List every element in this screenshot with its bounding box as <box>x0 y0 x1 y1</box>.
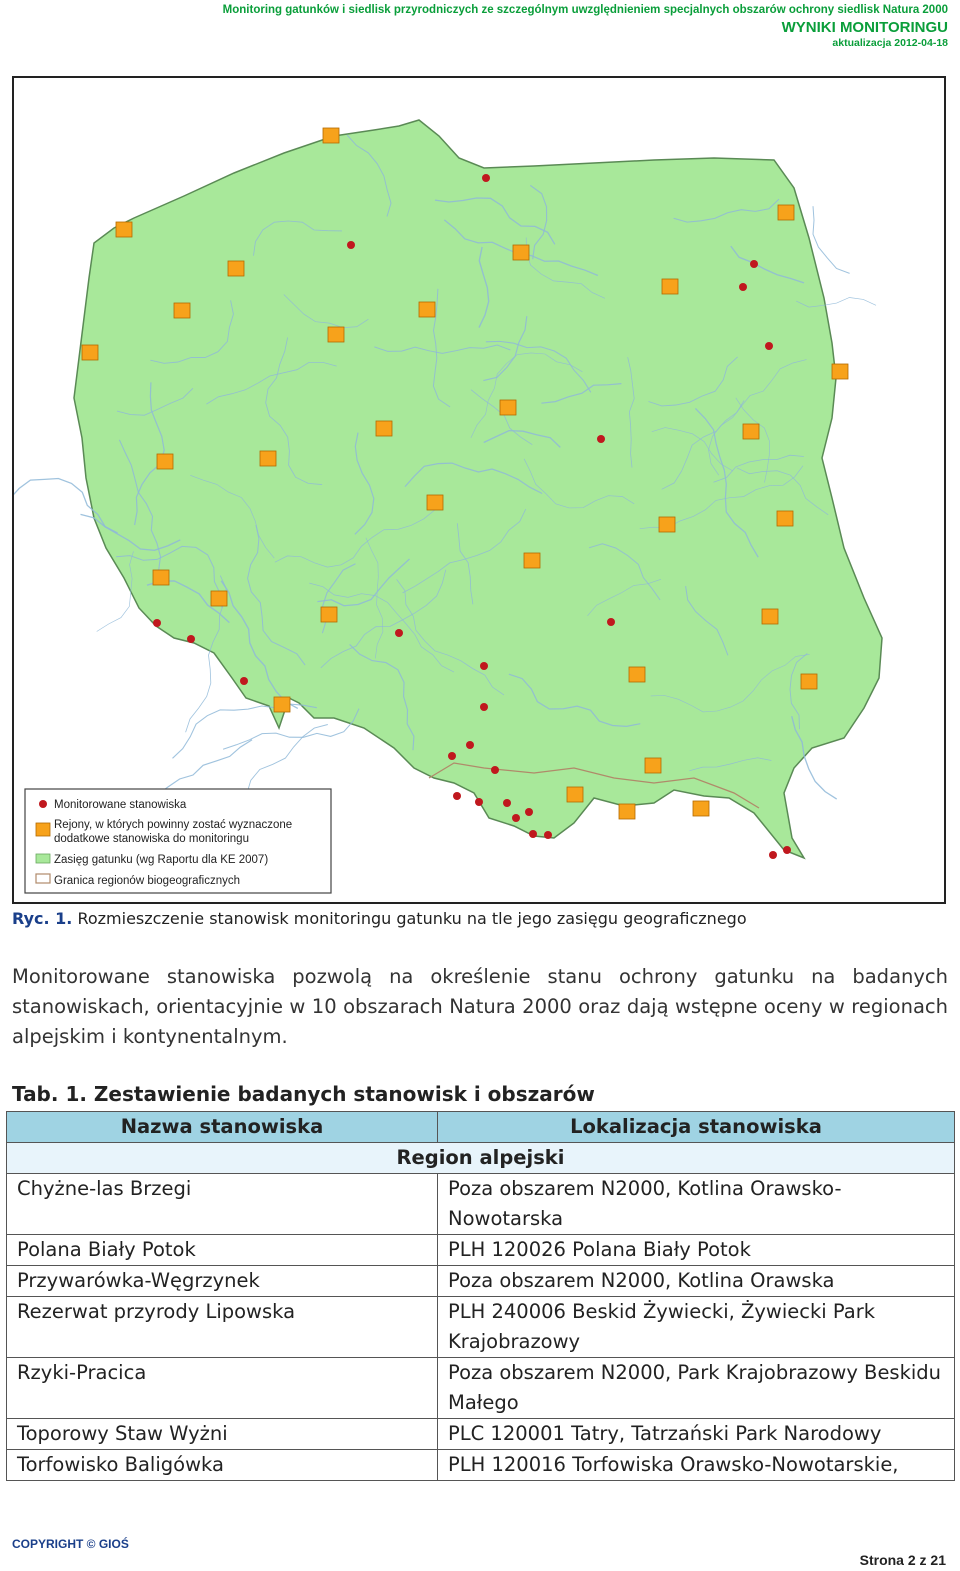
candidate-region-marker <box>274 697 290 712</box>
monitored-site-marker <box>187 635 195 643</box>
legend-outline-rect-icon <box>36 874 50 883</box>
legend-label-regions-2: dodatkowe stanowiska do monitoringu <box>54 833 249 845</box>
candidate-region-marker <box>174 303 190 318</box>
body-paragraph: Monitorowane stanowiska pozwolą na określenie stanu ochrony gatunku na badanych stanowiskach, orientacyjnie w 10 obszarach Natura 2000 oraz dają wstępne oceny w regionach alpejskim i kontynentalnym. <box>12 965 948 1048</box>
legend-label-regions-1: Rejony, w których powinny zostać wyznaczone <box>54 819 293 831</box>
candidate-region-marker <box>157 454 173 469</box>
monitored-site-marker <box>480 703 488 711</box>
monitored-site-marker <box>395 629 403 637</box>
candidate-region-marker <box>645 758 661 773</box>
sites-table <box>6 1111 955 1481</box>
legend-label-range: Zasięg gatunku (wg Raportu dla KE 2007) <box>54 854 269 866</box>
footer-copyright: COPYRIGHT © GIOŚ <box>12 1537 129 1551</box>
column-header-location: Lokalizacja stanowiska <box>438 1112 955 1143</box>
region-row <box>7 1143 955 1174</box>
monitored-site-marker <box>512 814 520 822</box>
map-legend <box>25 789 331 893</box>
table-row <box>7 1450 955 1481</box>
candidate-region-marker <box>832 364 848 379</box>
monitored-site-marker <box>480 662 488 670</box>
legend-label-monitored: Monitorowane stanowiska <box>54 799 187 811</box>
candidate-region-marker <box>524 553 540 568</box>
monitored-site-marker <box>466 741 474 749</box>
monitored-site-marker <box>750 260 758 268</box>
table-row <box>7 1235 955 1266</box>
monitored-site-marker <box>482 174 490 182</box>
table-header-row <box>7 1112 955 1143</box>
river-line <box>813 206 850 273</box>
region-label: Region alpejski <box>7 1143 955 1174</box>
caption-text: Rozmieszczenie stanowisk monitoringu gatunku na tle jego zasięgu geograficznego <box>72 909 747 928</box>
candidate-region-marker <box>659 517 675 532</box>
candidate-region-marker <box>419 302 435 317</box>
candidate-region-marker <box>743 424 759 439</box>
site-location: Poza obszarem N2000, Kotlina Orawsko-Nowotarska <box>438 1174 955 1235</box>
monitored-site-marker <box>544 831 552 839</box>
candidate-region-marker <box>376 421 392 436</box>
site-name: Rzyki-Pracica <box>7 1358 438 1419</box>
monitored-site-marker <box>769 851 777 859</box>
candidate-region-marker <box>513 245 529 260</box>
table-row <box>7 1297 955 1358</box>
candidate-region-marker <box>323 128 339 143</box>
candidate-region-marker <box>153 570 169 585</box>
legend-red-dot-icon <box>39 800 47 808</box>
candidate-region-marker <box>427 495 443 510</box>
site-name: Chyżne-las Brzegi <box>7 1174 438 1235</box>
monitored-site-marker <box>503 799 511 807</box>
candidate-region-marker <box>629 667 645 682</box>
site-location: Poza obszarem N2000, Kotlina Orawska <box>438 1266 955 1297</box>
site-location: PLH 120016 Torfowiska Orawsko-Nowotarskie, <box>438 1450 955 1481</box>
candidate-region-marker <box>260 451 276 466</box>
candidate-region-marker <box>211 591 227 606</box>
candidate-region-marker <box>567 787 583 802</box>
candidate-region-marker <box>619 804 635 819</box>
site-location: PLH 240006 Beskid Żywiecki, Żywiecki Park Krajobrazowy <box>438 1297 955 1358</box>
figure-caption <box>12 909 747 928</box>
header-date: aktualizacja 2012-04-18 <box>832 37 948 49</box>
page-header <box>223 4 948 49</box>
monitored-site-marker <box>765 342 773 350</box>
site-name: Rezerwat przyrody Lipowska <box>7 1297 438 1358</box>
site-name: Toporowy Staw Wyżni <box>7 1419 438 1450</box>
candidate-region-marker <box>662 279 678 294</box>
monitored-site-marker <box>525 808 533 816</box>
candidate-region-marker <box>321 607 337 622</box>
candidate-region-marker <box>693 801 709 816</box>
table-row <box>7 1358 955 1419</box>
candidate-region-marker <box>801 674 817 689</box>
monitored-site-marker <box>347 241 355 249</box>
monitored-site-marker <box>240 677 248 685</box>
column-header-name: Nazwa stanowiska <box>7 1112 438 1143</box>
range-area <box>74 120 882 858</box>
monitored-site-marker <box>607 618 615 626</box>
monitored-site-marker <box>739 283 747 291</box>
monitored-site-marker <box>448 752 456 760</box>
candidate-region-marker <box>777 511 793 526</box>
site-name: Przywarówka-Węgrzynek <box>7 1266 438 1297</box>
map-canvas <box>14 78 944 902</box>
site-location: PLC 120001 Tatry, Tatrzański Park Narodowy <box>438 1419 955 1450</box>
monitored-site-marker <box>153 619 161 627</box>
monitored-site-marker <box>783 846 791 854</box>
table-row <box>7 1174 955 1235</box>
candidate-region-marker <box>500 400 516 415</box>
site-location: PLH 120026 Polana Biały Potok <box>438 1235 955 1266</box>
monitored-site-marker <box>453 792 461 800</box>
caption-prefix: Ryc. 1. <box>12 909 73 928</box>
candidate-region-marker <box>116 222 132 237</box>
header-subtitle: WYNIKI MONITORINGU <box>781 19 948 36</box>
site-name: Polana Biały Potok <box>7 1235 438 1266</box>
range-map <box>12 76 946 904</box>
candidate-region-marker <box>762 609 778 624</box>
monitored-site-marker <box>529 830 537 838</box>
site-location: Poza obszarem N2000, Park Krajobrazowy Beskidu Małego <box>438 1358 955 1419</box>
table-row <box>7 1419 955 1450</box>
header-title: Monitoring gatunków i siedlisk przyrodniczych ze szczególnym uwzględnieniem specjalnych obszarów ochrony siedlisk Natura 2000 <box>222 4 948 16</box>
legend-label-boundary: Granica regionów biogeograficznych <box>54 875 241 887</box>
footer-page-number: Strona 2 z 21 <box>859 1552 946 1568</box>
candidate-region-marker <box>228 261 244 276</box>
site-name: Torfowisko Baligówka <box>7 1450 438 1481</box>
monitored-site-marker <box>475 798 483 806</box>
candidate-region-marker <box>82 345 98 360</box>
legend-green-rect-icon <box>36 854 50 863</box>
table-title: Tab. 1. Zestawienie badanych stanowisk i obszarów <box>12 1082 595 1106</box>
monitored-site-marker <box>597 435 605 443</box>
table-row <box>7 1266 955 1297</box>
monitored-site-marker <box>491 766 499 774</box>
river-line <box>173 704 317 758</box>
legend-orange-square-icon <box>36 823 50 836</box>
candidate-region-marker <box>328 327 344 342</box>
candidate-region-marker <box>778 205 794 220</box>
